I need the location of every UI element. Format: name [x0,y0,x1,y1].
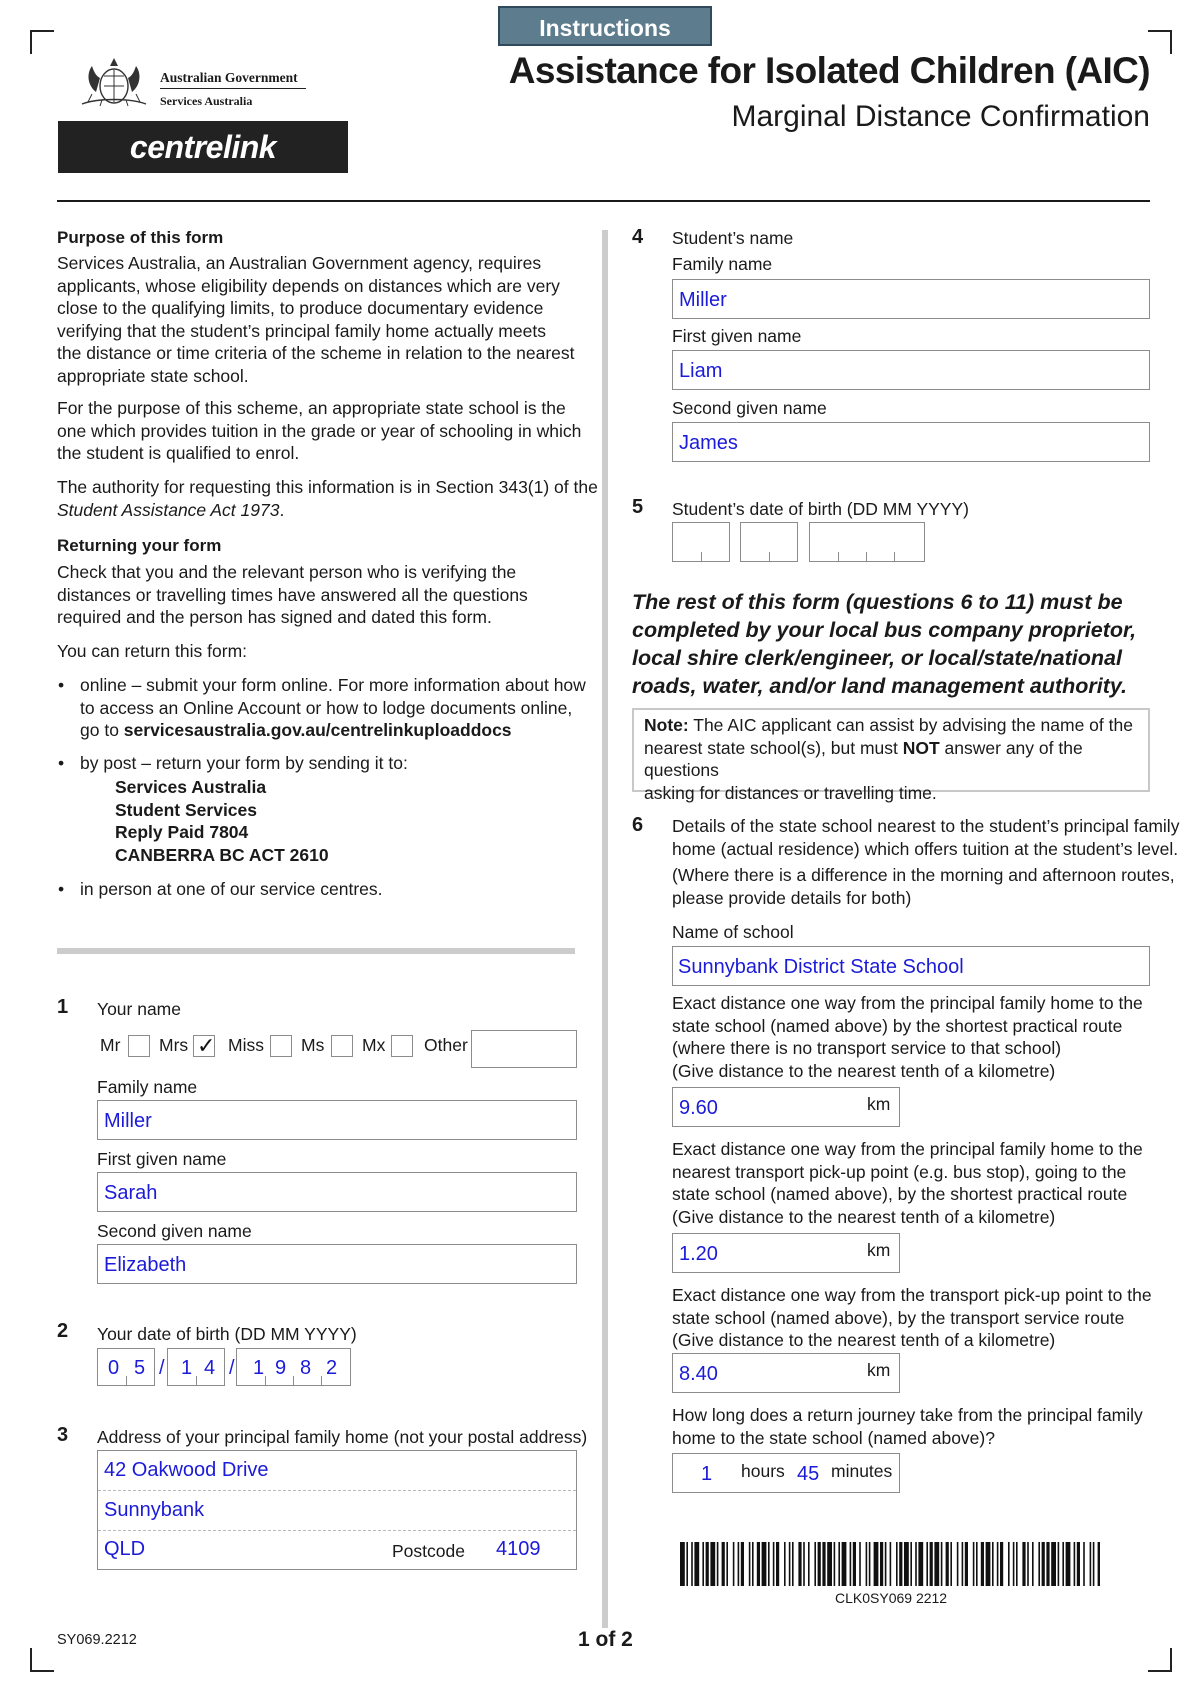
post-option: • by post – return your form by sending it to: [58,753,408,773]
instructions-button[interactable]: Instructions [498,6,712,46]
barcode [680,1542,1100,1586]
student-name-label: Student’s name [672,228,794,248]
address-field[interactable]: 42 Oakwood Drive Sunnybank QLD Postcode 4109 [97,1450,577,1570]
student-dob-year-field[interactable] [809,522,925,562]
student-first-name-label: First given name [672,326,802,346]
barcode-text: CLK0SY069 2212 [835,1590,948,1606]
crop-mark-top-left [30,30,54,54]
scheme-text: For the purpose of this scheme, an appropriate state school is the one which provides tuition in the grade or year of schooling in which the student is qualified to enrol. [57,398,582,463]
school-name-field[interactable]: Sunnybank District State School [672,946,1150,986]
first-name-label: First given name [97,1149,227,1169]
school-name-label: Name of school [672,922,794,942]
title-mr-checkbox[interactable] [128,1035,150,1057]
post-address: Services Australia Student Services Reply Paid 7804 CANBERRA BC ACT 2610 [115,777,329,865]
title-other-field[interactable] [471,1030,577,1068]
agency-name: Services Australia [160,94,253,108]
distance-pickup-school-field[interactable]: 8.40 km [672,1353,900,1393]
your-name-label: Your name [97,999,181,1019]
title-mx-checkbox[interactable] [391,1035,413,1057]
page-subtitle: Marginal Distance Confirmation [731,100,1150,133]
question-number: 3 [57,1424,69,1446]
question-number: 2 [57,1320,69,1342]
section-divider [57,948,575,954]
dob-year-field[interactable]: 1 9 8 2 [236,1348,351,1386]
can-return-text: You can return this form: [57,641,248,661]
purpose-heading: Purpose of this form [57,228,224,247]
distance-home-school-text: Exact distance one way from the principal family home to the state school (named above) by the shortest practical route (where there is no transport service to that school) (Give distance to the nearest tenth of a kilometre) [672,993,1143,1081]
purpose-text: Services Australia, an Australian Government agency, requires applicants, whose eligibility depends on distances which are very close to the qualifying limits, to produce documentary evidence verifying that the student’s principal family home actually meets the distance or time criteria of the scheme in relation to the nearest appropriate state school. [57,253,575,386]
school-details-intro: Details of the state school nearest to the student’s principal family home (actual residence) which offers tuition at the student’s level. [672,816,1180,859]
postcode-label: Postcode [392,1541,465,1561]
crop-mark-bottom-right [1148,1648,1172,1672]
hours-value: 1 [701,1463,713,1485]
student-dob-month-field[interactable] [740,522,798,562]
title-miss-checkbox[interactable] [270,1035,292,1057]
student-second-name-field[interactable]: James [672,422,1150,462]
postcode-value: 4109 [496,1538,541,1560]
dob-day-field[interactable]: 0 5 [97,1348,155,1386]
family-name-label: Family name [97,1077,198,1097]
page-title: Assistance for Isolated Children (AIC) [508,50,1150,91]
second-name-label: Second given name [97,1221,252,1241]
dob-separator: / [159,1357,165,1379]
student-dob-day-field[interactable] [672,522,730,562]
student-family-name-label: Family name [672,254,773,274]
title-mr-label: Mr [100,1035,121,1055]
km-unit: km [867,1094,891,1114]
title-ms-label: Ms [301,1035,325,1055]
journey-time-text: How long does a return journey take from the principal family home to the state school (named above)? [672,1405,1143,1448]
dob-label: Your date of birth (DD MM YYYY) [97,1324,357,1344]
returning-heading: Returning your form [57,536,222,555]
title-other-label: Other [424,1035,468,1055]
title-mrs-label: Mrs [159,1035,189,1055]
completion-notice: The rest of this form (questions 6 to 11) must be completed by your local bus company proprietor, local shire clerk/engineer, or local/state/national roads, water, and/or land management authority. [632,590,1137,698]
student-family-name-field[interactable]: Miller [672,279,1150,319]
question-number: 5 [632,496,644,518]
title-mx-label: Mx [362,1035,386,1055]
dob-month-field[interactable]: 1 4 [167,1348,225,1386]
km-unit: km [867,1360,891,1380]
online-option: • online – submit your form online. For more information about how to access an Online Account or how to lodge documents online, go to servicesaustralia.gov.au/centrelinkuploaddocs [58,675,586,740]
page-number: 1 of 2 [578,1628,633,1651]
question-number: 6 [632,814,644,836]
first-name-field[interactable]: Sarah [97,1172,577,1212]
dob-separator: / [229,1357,235,1379]
student-second-name-label: Second given name [672,398,827,418]
question-number: 4 [632,226,644,248]
authority-text: The authority for requesting this information is in Section 343(1) of the Student Assistance Act 1973. [57,477,598,520]
header-rule [57,200,1150,202]
km-unit: km [867,1240,891,1260]
form-code: SY069.2212 [57,1632,137,1648]
student-dob-label: Student’s date of birth (DD MM YYYY) [672,499,969,519]
crop-mark-top-right [1148,30,1172,54]
route-difference-text: (Where there is a difference in the morning and afternoon routes, please provide details for both) [672,865,1175,908]
returning-text: Check that you and the relevant person who is verifying the distances or travelling times have answered all the questions required and the person has signed and dated this form. [57,562,528,627]
gov-name: Australian Government [160,70,298,85]
distance-pickup-school-text: Exact distance one way from the transport pick-up point to the state school (named above), by the transport service route (Give distance to the nearest tenth of a kilometre) [672,1285,1152,1350]
minutes-label: minutes [831,1461,893,1481]
address-label: Address of your principal family home (not your postal address) [97,1427,588,1447]
column-divider [602,230,608,1628]
minutes-value: 45 [797,1463,820,1485]
student-first-name-field[interactable]: Liam [672,350,1150,390]
gov-divider [160,88,306,89]
family-name-field[interactable]: Miller [97,1100,577,1140]
title-miss-label: Miss [228,1035,264,1055]
crop-mark-bottom-left [30,1648,54,1672]
centrelink-logo: centrelink [58,121,348,173]
second-name-field[interactable]: Elizabeth [97,1244,577,1284]
distance-home-pickup-text: Exact distance one way from the principal family home to the nearest transport pick-up point (e.g. bus stop), going to the state school (named above), by the shortest practical route (Give distance to the nearest tenth of a kilometre) [672,1139,1143,1227]
title-mrs-checkbox[interactable]: ✓ [193,1035,215,1057]
distance-home-pickup-field[interactable]: 1.20 km [672,1233,900,1273]
question-number: 1 [57,996,69,1018]
in-person-option: • in person at one of our service centres. [58,879,383,899]
journey-time-field[interactable] [672,1453,900,1493]
upload-link[interactable]: servicesaustralia.gov.au/centrelinkuploaddocs [123,720,512,740]
title-ms-checkbox[interactable] [331,1035,353,1057]
hours-label: hours [741,1461,785,1481]
coat-of-arms-icon [74,56,154,110]
note-box: Note: The AIC applicant can assist by advising the name of the nearest state school(s), but must NOT answer any of the questions asking for distances or travelling time. [632,708,1150,792]
distance-home-school-field[interactable]: 9.60 km [672,1087,900,1127]
